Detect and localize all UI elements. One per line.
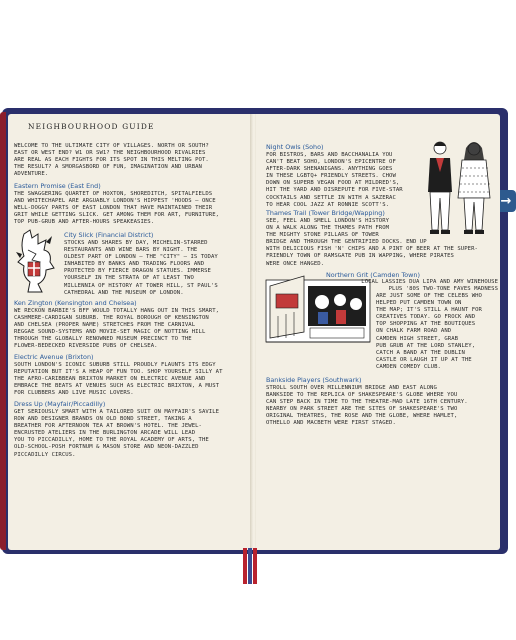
- section-title: Dress Up (Mayfair/Piccadilly): [14, 400, 106, 408]
- section-line: AFTER-DARK SHENANIGANS. ANYTHING GOES: [266, 166, 393, 173]
- section-line: GRIT WHILE GETTING SLICK. GET AMONG THEM FOR ART, FURNITURE,: [14, 212, 220, 219]
- section-line: OTHELLO AND MACBETH WERE FIRST STAGED.: [266, 420, 396, 427]
- intro-line: WELCOME TO THE ULTIMATE CITY OF VILLAGES. NORTH OR SOUTH?: [14, 143, 209, 149]
- section-bankside-players: [266, 376, 498, 428]
- section-line: ROW AND DESIGNER BRANDS ON OLD BOND STREET, TAKING A: [14, 416, 192, 423]
- section-title: Eastern Promise (East End): [14, 182, 101, 190]
- section-line: ON A WALK ALONG THE THAMES PATH FROM: [266, 225, 390, 232]
- dragon-statue-illustration: [16, 228, 60, 294]
- intro-paragraph: [14, 143, 250, 178]
- section-line: SEE, FEEL AND SMELL LONDON'S HISTORY: [266, 218, 390, 224]
- section-line: REPUTATION BUT IT'S A HEAP OF FUN TOO. SHOP YOURSELF SILLY AT: [14, 369, 223, 376]
- section-line: THE SWAGGERING QUARTET OF HOXTON, SHOREDITCH, SPITALFIELDS: [14, 191, 213, 197]
- section-line: PLUS '80S TWO-TONE FAVES MADNESS: [388, 286, 498, 293]
- section-line: CASTLE OR LAUGH IT UP AT THE: [376, 356, 472, 363]
- section-title: City Slick (Financial District): [64, 231, 154, 239]
- section-line: GET SERIOUSLY SMART WITH A TAILORED SUIT ON MAYFAIR'S SAVILE: [14, 409, 220, 415]
- section-line: CREATIVES TODAY. GO FROCK AND: [376, 314, 476, 321]
- bookmark-ribbon-red[interactable]: [253, 548, 257, 584]
- section-line: BRIDGE AND THROUGH THE GENTRIFIED DOCKS. END UP: [266, 239, 427, 246]
- section-city-slick: [64, 231, 252, 297]
- section-line: AND WHITECHAPEL ARE ARGUABLY LONDON'S HIPPEST 'HOODS – ONCE: [14, 198, 216, 205]
- section-line: THE AFRO-CARIBBEAN BRIXTON MARKET ON ELECTRIC AVENUE AND: [14, 376, 206, 383]
- section-line: CAMDEN COMEDY CLUB.: [376, 363, 441, 370]
- section-ken-zington: [14, 299, 250, 351]
- section-line: SOUTH LONDON'S ICONIC SUBURB STILL PROUDLY FLAUNTS ITS EDGY: [14, 362, 216, 368]
- section-line: NEARBY ON PARK STREET ARE THE SITES OF SHAKESPEARE'S TWO: [266, 406, 458, 413]
- section-line: PICCADILLY CIRCUS.: [14, 451, 76, 458]
- section-line: ORIGINAL THEATRES, THE ROSE AND THE GLOBE, WHERE HAMLET,: [266, 413, 458, 420]
- section-line: STOCKS AND SHARES BY DAY, MICHELIN-STARRED: [64, 240, 208, 246]
- section-line: PROTECTED BY FIERCE DRAGON STATUES. IMMERSE: [64, 268, 211, 275]
- section-line: PUB GRUB AT THE LORD STANLEY,: [376, 342, 476, 349]
- section-title: Night Owls (Soho): [266, 143, 324, 151]
- section-line: CASHMERE-CARDIGAN SUBURB. THE ROYAL BOROUGH OF KENSINGTON: [14, 315, 209, 322]
- section-line: FRIENDLY TOWN OF RAMSGATE PUB IN WAPPING, WHERE PIRATES: [266, 253, 454, 260]
- section-line: RESTAURANTS AND WINE BARS BY NIGHT. THE: [64, 247, 198, 254]
- section-line: FOR BISTROS, BARS AND BACCHANALIA YOU: [266, 152, 393, 158]
- section-line: OLDEST PART OF LONDON – THE "CITY" – IS TODAY: [64, 254, 218, 261]
- section-line: CAMDEN HIGH STREET, GRAB: [376, 335, 459, 342]
- intro-line: EAST OR WEST END? W1 OR SW1? THE NEIGHBOURHOOD RIVALRIES: [14, 150, 206, 157]
- section-title: Bankside Players (Southwark): [266, 376, 362, 384]
- section-line: HIT THE YARD AND DISREPUTE FOR FIVE-STAR: [266, 187, 403, 194]
- section-line: OLD-SCHOOL-POSH FORTNUM & MASON STORE AND NEON-DAZZLED: [14, 444, 199, 451]
- arrow-right-icon: →: [500, 193, 512, 209]
- section-line: THE MAP; IT'S STILL A HAUNT FOR: [376, 307, 482, 314]
- section-line: CATHEDRAL AND THE MUSEUM OF LONDON.: [64, 289, 184, 296]
- section-line: ARE JUST SOME OF THE CELEBS WHO: [376, 293, 482, 299]
- section-electric-avenue: [14, 353, 250, 397]
- section-line: INHABITED BY BANKS AND TRADING FLOORS AND: [64, 261, 205, 268]
- section-line: TOP PUB-GRUB AND AFTER-HOURS SPEAKEASIES.: [14, 219, 155, 226]
- section-title: Thames Trail (Tower Bridge/Wapping): [266, 209, 385, 217]
- northern-grit-text-top: [338, 279, 498, 293]
- section-title: Northern Grit (Camden Town): [326, 271, 420, 279]
- left-page: [8, 114, 252, 550]
- section-line: WE RECKON BARBIE'S BFF WOULD TOTALLY HANG OUT IN THIS SMART,: [14, 308, 220, 314]
- section-line: FOR CLUBBERS AND LIVE MUSIC LOVERS.: [14, 390, 134, 397]
- section-dress-up: [14, 400, 250, 459]
- section-eastern-promise: [14, 182, 250, 226]
- section-line: COCKTAILS AND SETTLE IN WITH A SAZERAC: [266, 194, 396, 201]
- section-line: ON CHALK FARM ROAD AND: [376, 328, 452, 335]
- section-title: Ken Zington (Kensington and Chelsea): [14, 299, 137, 307]
- intro-line: THE RESULT? A SMORGASBORD OF FUN, IMAGINATION AND URBAN: [14, 164, 202, 171]
- section-line: TOP SHOPPING AT THE BOUTIQUES: [376, 321, 476, 328]
- section-line: EMBRACE THE BEATS AT VENUES SUCH AS ELECTRIC BRIXTON, A MUST: [14, 383, 220, 390]
- section-line: REGGAE SOUND-SYSTEMS AND MOVIE-SET MAGIC OF NOTTING HILL: [14, 329, 206, 336]
- intro-line: ADVENTURE.: [14, 171, 49, 178]
- section-line: YOU TO PICCADILLY, HOME TO THE ROYAL ACADEMY OF ARTS, THE: [14, 437, 209, 444]
- section-line: HELPED PUT CAMDEN TOWN ON: [376, 300, 462, 307]
- section-title: Electric Avenue (Brixton): [14, 353, 94, 361]
- section-line: BANKSIDE TO THE REPLICA OF SHAKESPEARE'S GLOBE WHERE YOU: [266, 392, 458, 399]
- section-line: BREATHER FOR AFTERNOON TEA AT BROWN'S HOTEL. THE JEWEL-: [14, 423, 202, 430]
- section-night-owls: [266, 143, 416, 209]
- section-line: TO HEAR COOL JAZZ AT RONNIE SCOTT'S.: [266, 201, 390, 208]
- bookmark-ribbon-blue[interactable]: [248, 548, 252, 584]
- cover-spine-edge: [0, 112, 6, 550]
- section-line: YOURSELF IN THE STRATA OF AT LEAST TWO: [64, 275, 194, 282]
- section-line: CAN'T BEAT SOHO, LONDON'S EPICENTRE OF: [266, 159, 396, 166]
- section-line: IN THESE LGBTQ+ FRIENDLY STREETS. CHOW: [266, 173, 396, 180]
- section-line: WITH DELICIOUS FISH 'N' CHIPS AND A PINT OF BEER AT THE SUPER-: [266, 246, 478, 253]
- section-line: LOCAL LASSIES DUA LIPA AND AMY WINEHOUSE: [361, 279, 498, 285]
- section-line: CAN STEP BACK IN TIME TO THE THEATRE-MAD LATE 16TH CENTURY.: [266, 399, 468, 406]
- section-line: ENCRUSTED ATELIERS IN THE BURLINGTON ARCADE WILL LEAD: [14, 430, 196, 437]
- page-heading: NEIGHBOURHOOD GUIDE: [28, 122, 155, 131]
- section-line: FLOWER-BEDECKED RIVERSIDE PUBS OF CHELSEA.: [14, 343, 158, 350]
- section-line: MILLENNIA OF HISTORY AT TOWER HILL, ST PAUL'S: [64, 282, 218, 289]
- section-line: WELL-DOGGY PARTS OF EAST LONDON THAT HAVE MAINTAINED THEIR: [14, 205, 213, 212]
- section-line: DOWN ON SUPERB VEGAN FOOD AT MILDRED'S,: [266, 180, 400, 187]
- northern-grit-text-body: [376, 293, 498, 371]
- section-thames-trail: [266, 209, 498, 268]
- section-line: STROLL SOUTH OVER MILLENNIUM BRIDGE AND EAST ALONG: [266, 385, 437, 391]
- section-line: CATCH A BAND AT THE DUBLIN: [376, 349, 465, 356]
- bookmark-ribbon-red[interactable]: [243, 548, 247, 584]
- section-line: THE MIGHTY STONE PILLARS OF TOWER: [266, 232, 379, 239]
- section-line: THROUGH THE GLOBALLY RENOWNED MUSEUM PRECINCT TO THE: [14, 336, 192, 343]
- section-line: WERE ONCE HANGED.: [266, 260, 325, 267]
- right-page: [256, 114, 500, 550]
- section-line: AND CHELSEA (PROPER NAME) STRETCHES FROM THE CARNIVAL: [14, 322, 196, 329]
- intro-line: ARE REAL AS EACH FIGHTS FOR ITS SPOT IN THIS MELTING POT.: [14, 157, 209, 164]
